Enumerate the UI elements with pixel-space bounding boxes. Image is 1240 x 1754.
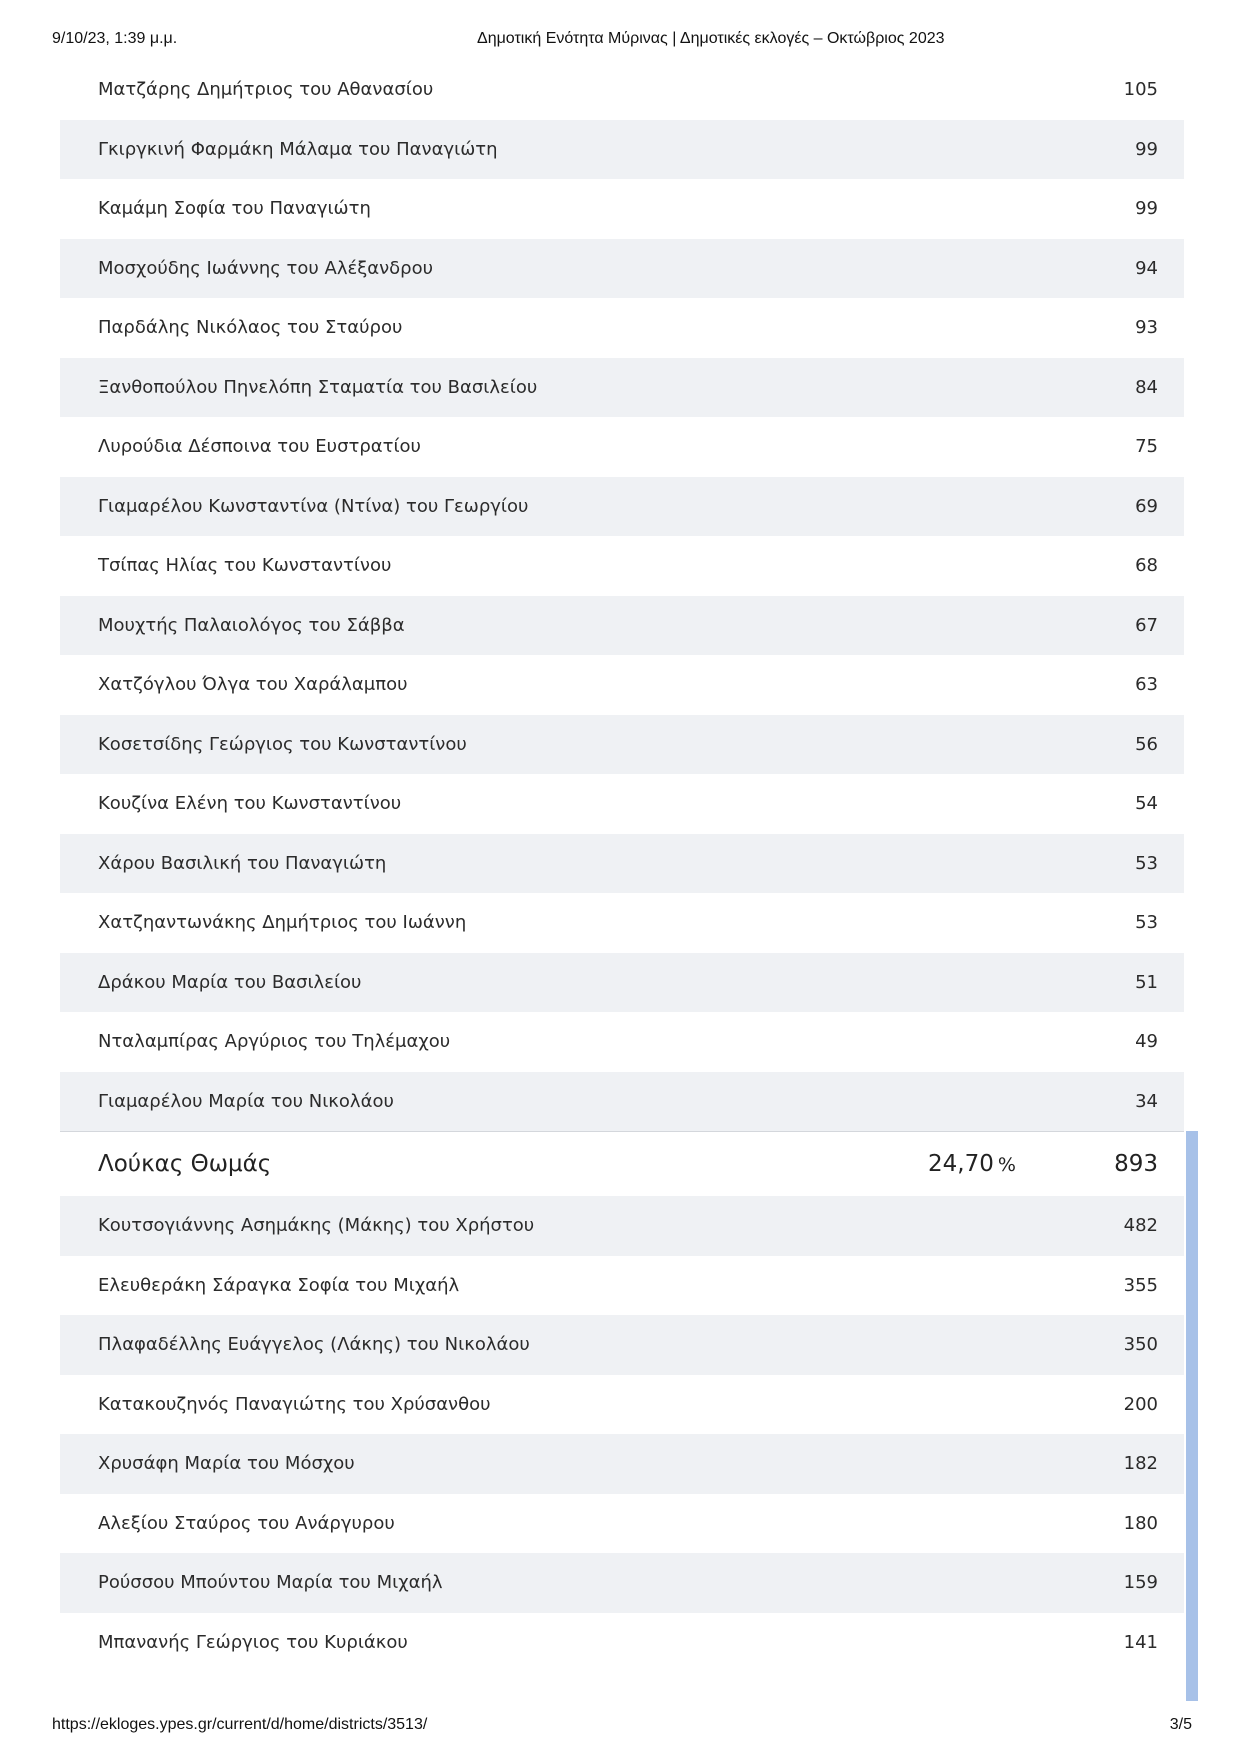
candidate-name: Μοσχούδης Ιωάννης του Αλέξανδρου: [98, 257, 434, 279]
combination-candidates-list: [60, 1196, 1184, 1672]
candidate-row: [60, 893, 1184, 953]
candidate-name: Πλαφαδέλλης Ευάγγελος (Λάκης) του Νικολάου: [98, 1334, 530, 1355]
candidate-votes: 75: [1135, 436, 1158, 457]
candidate-name: Κουζίνα Ελένη του Κωνσταντίνου: [98, 793, 402, 814]
combination-header-row[interactable]: [60, 1131, 1184, 1196]
candidate-row: [60, 1434, 1184, 1494]
print-timestamp: 9/10/23, 1:39 μ.μ.: [52, 30, 178, 47]
candidate-votes: 141: [1123, 1631, 1158, 1653]
candidate-votes: 94: [1135, 257, 1158, 279]
candidate-name: Νταλαμπίρας Αργύριος του Τηλέμαχου: [98, 1031, 451, 1052]
previous-candidates-list: [60, 60, 1184, 1131]
candidate-row: [60, 239, 1184, 299]
candidate-name: Χατζόγλου Όλγα του Χαράλαμπου: [98, 674, 408, 695]
candidate-row: [60, 1072, 1184, 1132]
candidate-votes: 53: [1135, 912, 1158, 933]
page-url: https://ekloges.ypes.gr/current/d/home/districts/3513/: [52, 1716, 428, 1733]
candidate-votes: 84: [1135, 376, 1158, 398]
candidate-name: Καμάμη Σοφία του Παναγιώτη: [98, 198, 371, 219]
candidate-name: Κατακουζηνός Παναγιώτης του Χρύσανθου: [98, 1393, 491, 1415]
candidate-name: Χάρου Βασιλική του Παναγιώτη: [98, 852, 387, 874]
candidate-votes: 54: [1135, 793, 1158, 814]
candidate-row: [60, 358, 1184, 418]
candidate-row: [60, 596, 1184, 656]
candidate-row: [60, 120, 1184, 180]
candidate-row: [60, 417, 1184, 477]
candidate-votes: 34: [1135, 1090, 1158, 1112]
candidate-name: Λυρούδια Δέσποινα του Ευστρατίου: [98, 436, 421, 457]
candidate-row: [60, 834, 1184, 894]
candidate-votes: 482: [1123, 1215, 1158, 1236]
candidate-votes: 355: [1123, 1274, 1158, 1296]
candidate-name: Γιαμαρέλου Μαρία του Νικολάου: [98, 1090, 394, 1112]
candidate-name: Αλεξίου Σταύρος του Ανάργυρου: [98, 1512, 395, 1534]
candidate-votes: 56: [1135, 733, 1158, 755]
candidate-votes: 159: [1123, 1572, 1158, 1593]
combination-block: [60, 1131, 1184, 1672]
candidate-name: Ελευθεράκη Σάραγκα Σοφία του Μιχαήλ: [98, 1274, 460, 1296]
candidate-row: [60, 1196, 1184, 1256]
candidate-votes: 68: [1135, 555, 1158, 576]
candidate-row: [60, 774, 1184, 834]
candidate-votes: 350: [1123, 1334, 1158, 1355]
candidate-name: Κουτσογιάννης Ασημάκης (Μάκης) του Χρήστου: [98, 1215, 535, 1236]
combination-accent-bar: [1186, 1131, 1198, 1701]
candidate-votes: 105: [1123, 79, 1158, 100]
candidate-row: [60, 1494, 1184, 1554]
candidate-name: Ξανθοπούλου Πηνελόπη Σταματία του Βασιλείου: [98, 376, 538, 398]
candidate-name: Μπανανής Γεώργιος του Κυριάκου: [98, 1631, 408, 1653]
candidate-name: Ματζάρης Δημήτριος του Αθανασίου: [98, 79, 434, 100]
candidate-row: [60, 1613, 1184, 1673]
results-table: [60, 60, 1184, 1672]
candidate-row: [60, 477, 1184, 537]
candidate-name: Χρυσάφη Μαρία του Μόσχου: [98, 1453, 355, 1474]
combination-percent-value: 24,70: [928, 1151, 994, 1177]
candidate-name: Ρούσσου Μπούντου Μαρία του Μιχαήλ: [98, 1572, 443, 1593]
candidate-row: [60, 536, 1184, 596]
candidate-name: Κοσετσίδης Γεώργιος του Κωνσταντίνου: [98, 733, 467, 755]
candidate-votes: 63: [1135, 674, 1158, 695]
candidate-votes: 49: [1135, 1031, 1158, 1052]
candidate-votes: 99: [1135, 198, 1158, 219]
candidate-row: [60, 1375, 1184, 1435]
candidate-name: Γκιργκινή Φαρμάκη Μάλαμα του Παναγιώτη: [98, 138, 498, 160]
combination-votes: 893: [1114, 1151, 1158, 1177]
candidate-votes: 180: [1123, 1512, 1158, 1534]
candidate-name: Δράκου Μαρία του Βασιλείου: [98, 971, 362, 993]
candidate-name: Τσίπας Ηλίας του Κωνσταντίνου: [98, 555, 392, 576]
candidate-row: [60, 179, 1184, 239]
candidate-name: Χατζηαντωνάκης Δημήτριος του Ιωάννη: [98, 912, 467, 933]
candidate-row: [60, 1012, 1184, 1072]
candidate-row: [60, 1256, 1184, 1316]
candidate-name: Γιαμαρέλου Κωνσταντίνα (Ντίνα) του Γεωργίου: [98, 495, 529, 517]
candidate-votes: 69: [1135, 495, 1158, 517]
candidate-row: [60, 715, 1184, 775]
candidate-votes: 53: [1135, 852, 1158, 874]
page-title: Δημοτική Ενότητα Μύρινας | Δημοτικές εκλογές – Οκτώβριος 2023: [477, 30, 945, 47]
candidate-votes: 200: [1123, 1393, 1158, 1415]
candidate-votes: 93: [1135, 317, 1158, 338]
candidate-votes: 51: [1135, 971, 1158, 993]
combination-percent-symbol: %: [997, 1154, 1016, 1176]
candidate-row: [60, 298, 1184, 358]
combination-leader-name: Λούκας Θωμάς: [98, 1151, 272, 1177]
candidate-row: [60, 1315, 1184, 1375]
candidate-votes: 67: [1135, 614, 1158, 636]
candidate-row: [60, 60, 1184, 120]
candidate-row: [60, 1553, 1184, 1613]
candidate-row: [60, 953, 1184, 1013]
candidate-name: Μουχτής Παλαιολόγος του Σάββα: [98, 614, 405, 636]
candidate-votes: 99: [1135, 138, 1158, 160]
candidate-row: [60, 655, 1184, 715]
page-number: 3/5: [1169, 1716, 1192, 1733]
candidate-votes: 182: [1123, 1453, 1158, 1474]
combination-percent: [928, 1132, 1016, 1197]
candidate-name: Παρδάλης Νικόλαος του Σταύρου: [98, 317, 403, 338]
